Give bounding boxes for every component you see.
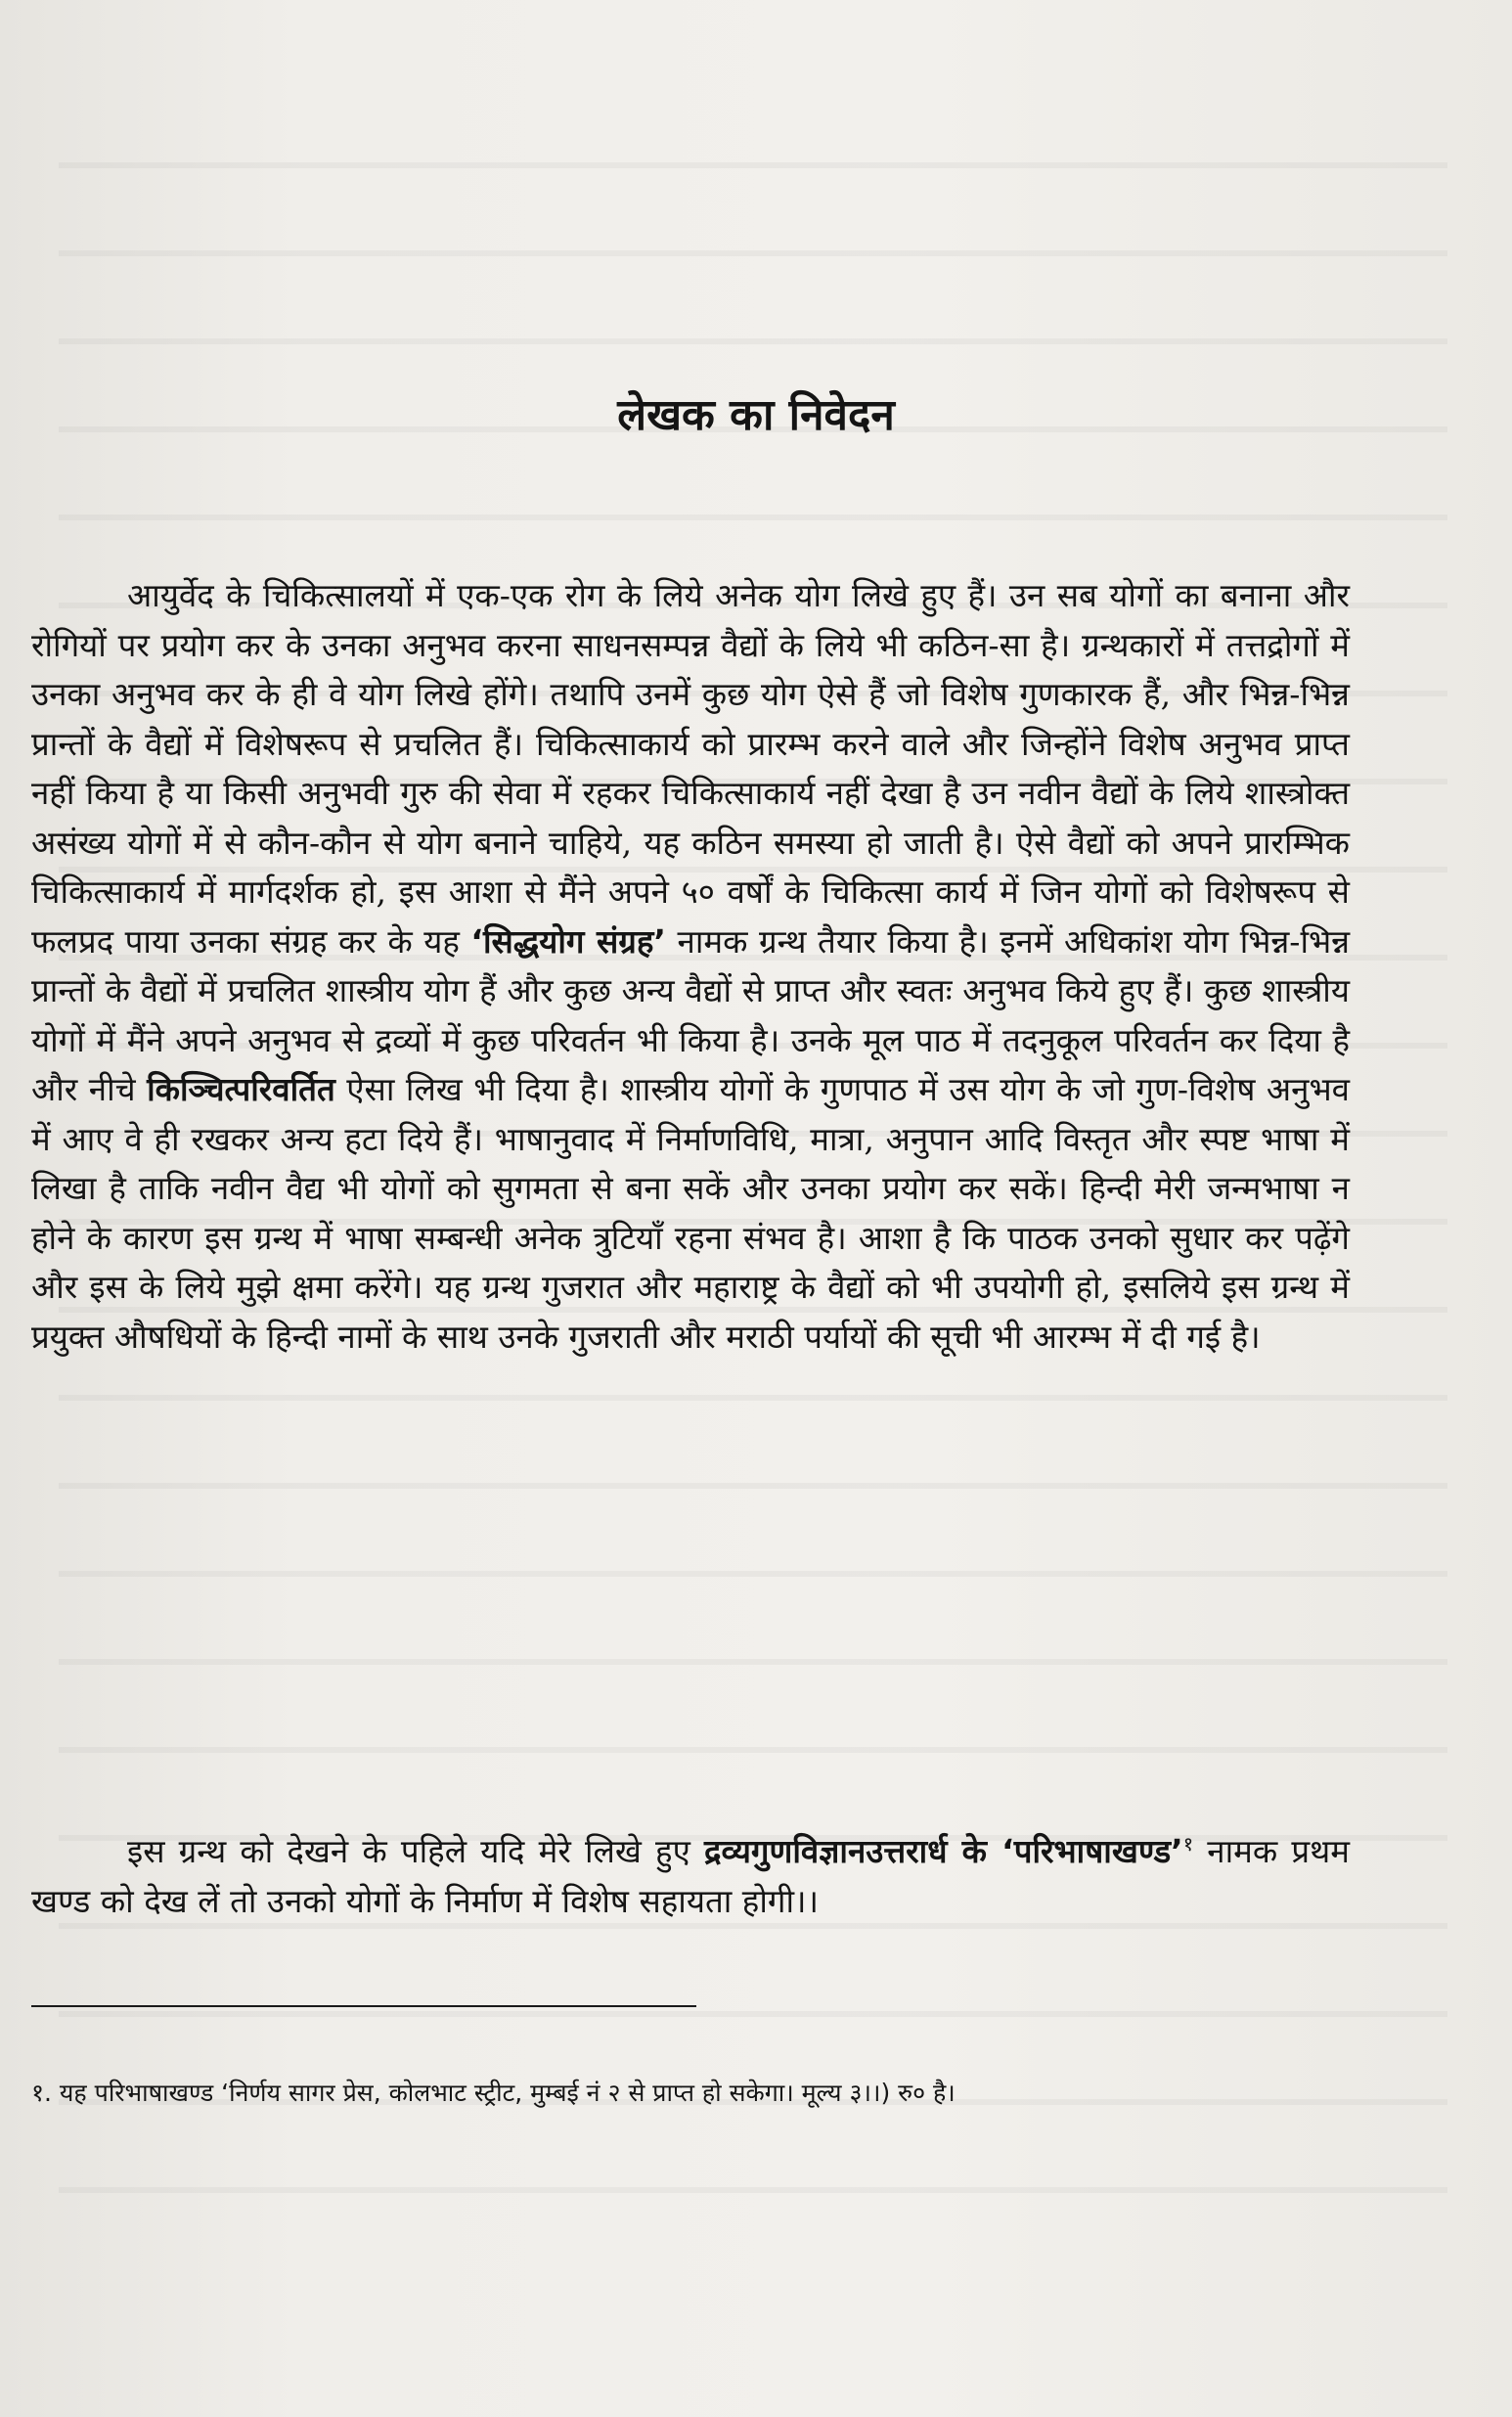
footnote-text: १. यह परिभाषाखण्ड ‘निर्णय सागर प्रेस, कोलभाट स्ट्रीट, मुम्बई नं २ से प्राप्त हो सकेगा। मूल्य ३।।) रु० है। (31, 2079, 956, 2107)
book-title-paribhashakhand: द्रव्यगुणविज्ञानउत्तरार्ध के ‘परिभाषाखण्ड’ (703, 1832, 1183, 1870)
marked-term: किञ्चित्परिवर्तित (147, 1070, 335, 1108)
second-paragraph (31, 1827, 1350, 1926)
footnote-divider (31, 2005, 696, 2007)
footnote-marker: १ (1182, 1832, 1194, 1856)
main-paragraph (31, 571, 1350, 1362)
book-title-siddhayog-sangrah: ‘सिद्धयोग संग्रह’ (470, 921, 666, 961)
page-heading: लेखक का निवेदन (617, 390, 895, 440)
paragraph-1-part-3: ऐसा लिख भी दिया है। शास्त्रीय योगों के गुणपाठ में उस योग के जो गुण-विशेष अनुभव में आए वे ही रखकर अन्य हटा दिये हैं। भाषानुवाद में निर्माणविधि, मात्रा, अनुपान आदि विस्तृत और स्पष्ट भाषा में लिखा है ताकि नवीन वैद्य भी योगों को सुगमता से बना सकें और उनका प्रयोग कर सकें। हिन्दी मेरी जन्मभाषा न होने के कारण इस ग्रन्थ में भाषा सम्बन्धी अनेक त्रुटियाँ रहना संभव है। आशा है कि पाठक उनको सुधार कर पढ़ेंगे और इस के लिये मुझे क्षमा करेंगे। यह ग्रन्थ गुजरात और महाराष्ट्र के वैद्यों को भी उपयोगी हो, इसलिये इस ग्रन्थ में प्रयुक्त औषधियों के हिन्दी नामों के साथ उनके गुजराती और मराठी पर्यायों की सूची भी आरम्भ में दी गई है। (31, 1070, 1351, 1356)
paragraph-1-part-1: आयुर्वेद के चिकित्सालयों में एक-एक रोग के लिये अनेक योग लिखे हुए हैं। उन सब योगों का बनाना और रोगियों पर प्रयोग कर के उनका अनुभव करना साधनसम्पन्न वैद्यों के लिये भी कठिन-सा है। ग्रन्थकारों में तत्तद्रोगों में उनका अनुभव कर के ही वे योग लिखे होंगे। तथापि उनमें कुछ योग ऐसे हैं जो विशेष गुणकारक हैं, और भिन्न-भिन्न प्रान्तों के वैद्यों में विशेषरूप से प्रचलित हैं। चिकित्साकार्य को प्रारम्भ करने वाले और जिन्होंने विशेष अनुभव प्राप्त नहीं किया है या किसी अनुभवी गुरु की सेवा में रहकर चिकित्साकार्य नहीं देखा है उन नवीन वैद्यों के लिये शास्त्रोक्त असंख्य योगों में से कौन-कौन से योग बनाने चाहिये, यह कठिन समस्या हो जाती है। ऐसे वैद्यों को अपने प्रारम्भिक चिकित्साकार्य में मार्गदर्शक हो, इस आशा से मैंने अपने ५० वर्षों के चिकित्सा कार्य में जिन योगों को विशेषरूप से फलप्रद पाया उनका संग्रह कर के यह (31, 576, 1350, 961)
paragraph-2-part-2: नामक प्रथम खण्ड को देख लें तो उनको योगों के निर्माण में विशेष सहायता होगी।। (31, 1832, 1350, 1920)
paragraph-1-part-2: नामक ग्रन्थ तैयार किया है। इनमें अधिकांश योग भिन्न-भिन्न प्रान्तों के वैद्यों में प्रचलित शास्त्रीय योग हैं और कुछ अन्य वैद्यों से प्राप्त और स्वतः अनुभव किये हुए हैं। कुछ शास्त्रीय योगों में मैंने अपने अनुभव से द्रव्यों में कुछ परिवर्तन भी किया है। उनके मूल पाठ में तदनुकूल परिवर्तन कर दिया है और नीचे (31, 921, 1350, 1108)
paragraph-2-part-1: इस ग्रन्थ को देखने के पहिले यदि मेरे लिखे हुए (127, 1832, 704, 1870)
